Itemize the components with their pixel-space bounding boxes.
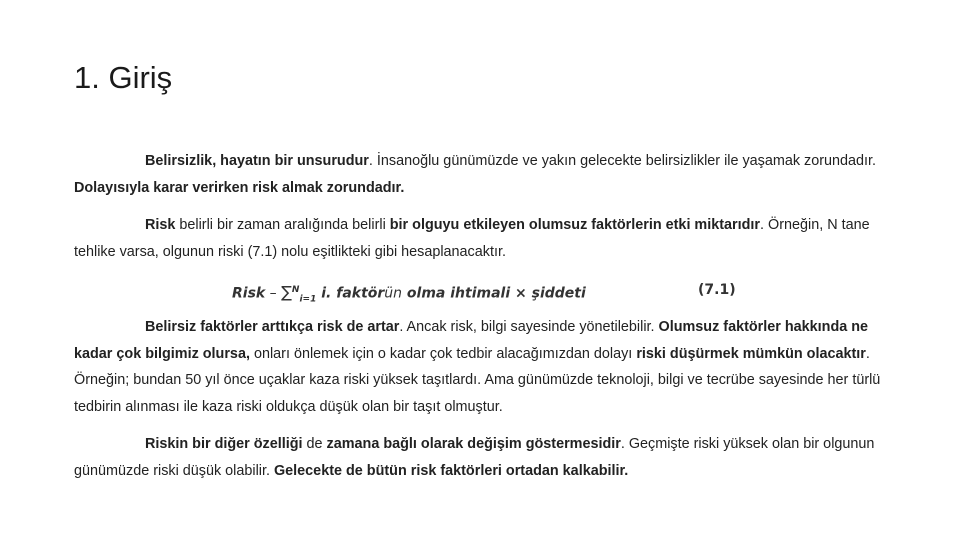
text-run: Belirsiz faktörler arttıkça risk de artar (145, 319, 400, 335)
formula-lhs: Risk (232, 285, 266, 302)
sum-lower-limit: i=1 (299, 294, 317, 305)
text-run: bir olguyu etkileyen olumsuz faktörlerin etki miktarıdır (389, 217, 761, 233)
paragraph-time-dependence (74, 431, 894, 484)
paragraph-risk-definition (74, 212, 894, 265)
text-run: riski düşürmek mümkün olacaktır (636, 345, 866, 362)
slide-body (74, 148, 894, 495)
text-run: de (302, 436, 327, 452)
formula-minus: – (265, 285, 282, 302)
text-run: Dolayısıyla karar verirken risk almak zorundadır. (74, 179, 405, 196)
text-run: Gelecekte de bütün risk faktörleri ortadan kalkabilir. (273, 462, 629, 479)
text-run: zamana bağlı olarak değişim göstermesidir (326, 436, 621, 452)
text-run: . Örneğin, N tane tehlike varsa, olgunun riski (7.1) nolu eşitlikteki gibi hesaplanacaktır. (74, 217, 870, 260)
formula-rhs-tail: olma ihtimali × şiddeti (402, 285, 586, 302)
text-run: Olumsuz faktörler hakkında ne kadar çok bilgimiz olursa, (74, 319, 869, 362)
formula-rhs: i. faktör (316, 285, 385, 302)
sum-upper-limit: N (291, 285, 300, 295)
formula-expression (232, 277, 586, 313)
formula-rhs-suffix: ün (384, 285, 403, 302)
sum-symbol: ∑ (281, 282, 292, 302)
slide-title: 1. Giriş (74, 60, 173, 95)
paragraph-uncertain-factors (74, 314, 894, 420)
paragraph-uncertainty (74, 148, 894, 201)
text-run: Belirsizlik, hayatın bir unsurudur (145, 153, 369, 169)
equation-number: (7.1) (698, 282, 736, 298)
text-run: . Ancak risk, bilgi sayesinde yönetilebilir. (399, 319, 659, 335)
text-run: Risk (145, 217, 176, 233)
text-run: belirli bir zaman aralığında belirli (175, 217, 390, 233)
text-run: . Örneğin; bundan 50 yıl önce uçaklar kaza riski yüksek taşıtlardı. Ama günümüzde teknoloji, bilgi ve tecrübe sayesinde her türlü tedbirin alınması ile kaza riski oldukça düşük olan bir taşıt olmuştur. (74, 345, 881, 415)
risk-formula (74, 274, 894, 308)
text-run: onları önlemek için o kadar çok tedbir alacağımızdan dolayı (249, 345, 637, 362)
text-run: Riskin bir diğer özelliği (145, 436, 303, 452)
text-run: . İnsanoğlu günümüzde ve yakın gelecekte belirsizlikler ile yaşamak zorundadır. (368, 153, 877, 169)
text-run: . Geçmişte riski yüksek olan bir olgunun günümüzde riski düşük olabilir. (74, 436, 875, 479)
